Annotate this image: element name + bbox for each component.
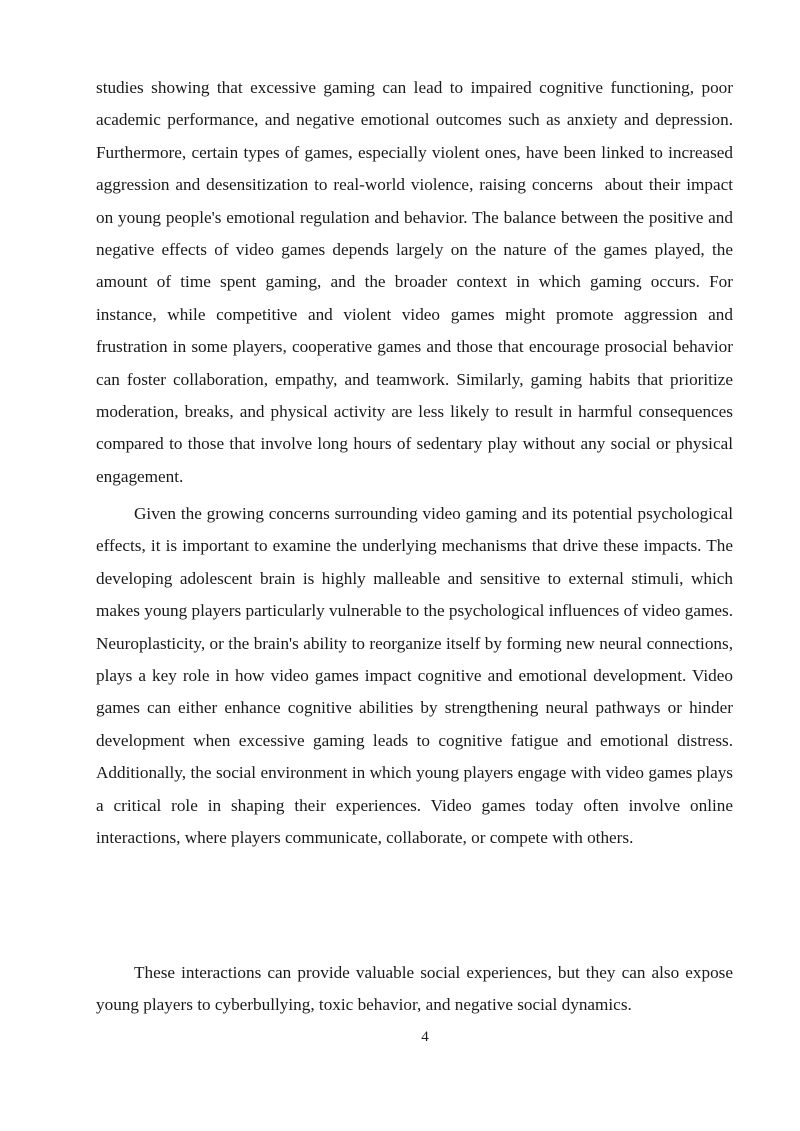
paragraph-mechanisms <box>96 498 733 854</box>
paragraph-2-text: Given the growing concerns surrounding video gaming and its potential psychological effects, it is important to examine the underlying mechanisms that drive these impacts. The developing adolescent brain is highly malleable and sensitive to external stimuli, which makes young players particularly vulnerable to the psychological influences of video games. Neuroplasticity, or the brain's ability to reorganize itself by forming new neural connections, plays a key role in how video games impact cognitive and emotional development. Video games can either enhance cognitive abilities by strengthening neural pathways or hinder development when excessive gaming leads to cognitive fatigue and emotional distress. Additionally, the social environment in which young players engage with video games plays a critical role in shaping their experiences. Video games today often involve online interactions, where players communicate, collaborate, or compete with others. <box>96 504 733 848</box>
paragraph-3-text: These interactions can provide valuable social experiences, but they can also expose young players to cyberbullying, toxic behavior, and negative social dynamics. <box>96 963 733 1015</box>
page-number: 4 <box>421 1029 429 1045</box>
paragraph-continued <box>96 72 733 493</box>
paragraph-1-text: studies showing that excessive gaming can lead to impaired cognitive functioning, poor academic performance, and negative emotional outcomes such as anxiety and depression. Furthermore, certain types of games, especially violent ones, have been linked to increased aggression and desensitization to real-world violence, raising concerns about their impact on young people's emotional regulation and behavior. The balance between the positive and negative effects of video games depends largely on the nature of the games played, the amount of time spent gaming, and the broader context in which gaming occurs. For instance, while competitive and violent video games might promote aggression and frustration in some players, cooperative games and those that encourage prosocial behavior can foster collaboration, empathy, and teamwork. Similarly, gaming habits that prioritize moderation, breaks, and physical activity are less likely to result in harmful consequences compared to those that involve long hours of sedentary play without any social or physical engagement. <box>96 78 733 486</box>
paragraph-interactions <box>96 957 733 1022</box>
